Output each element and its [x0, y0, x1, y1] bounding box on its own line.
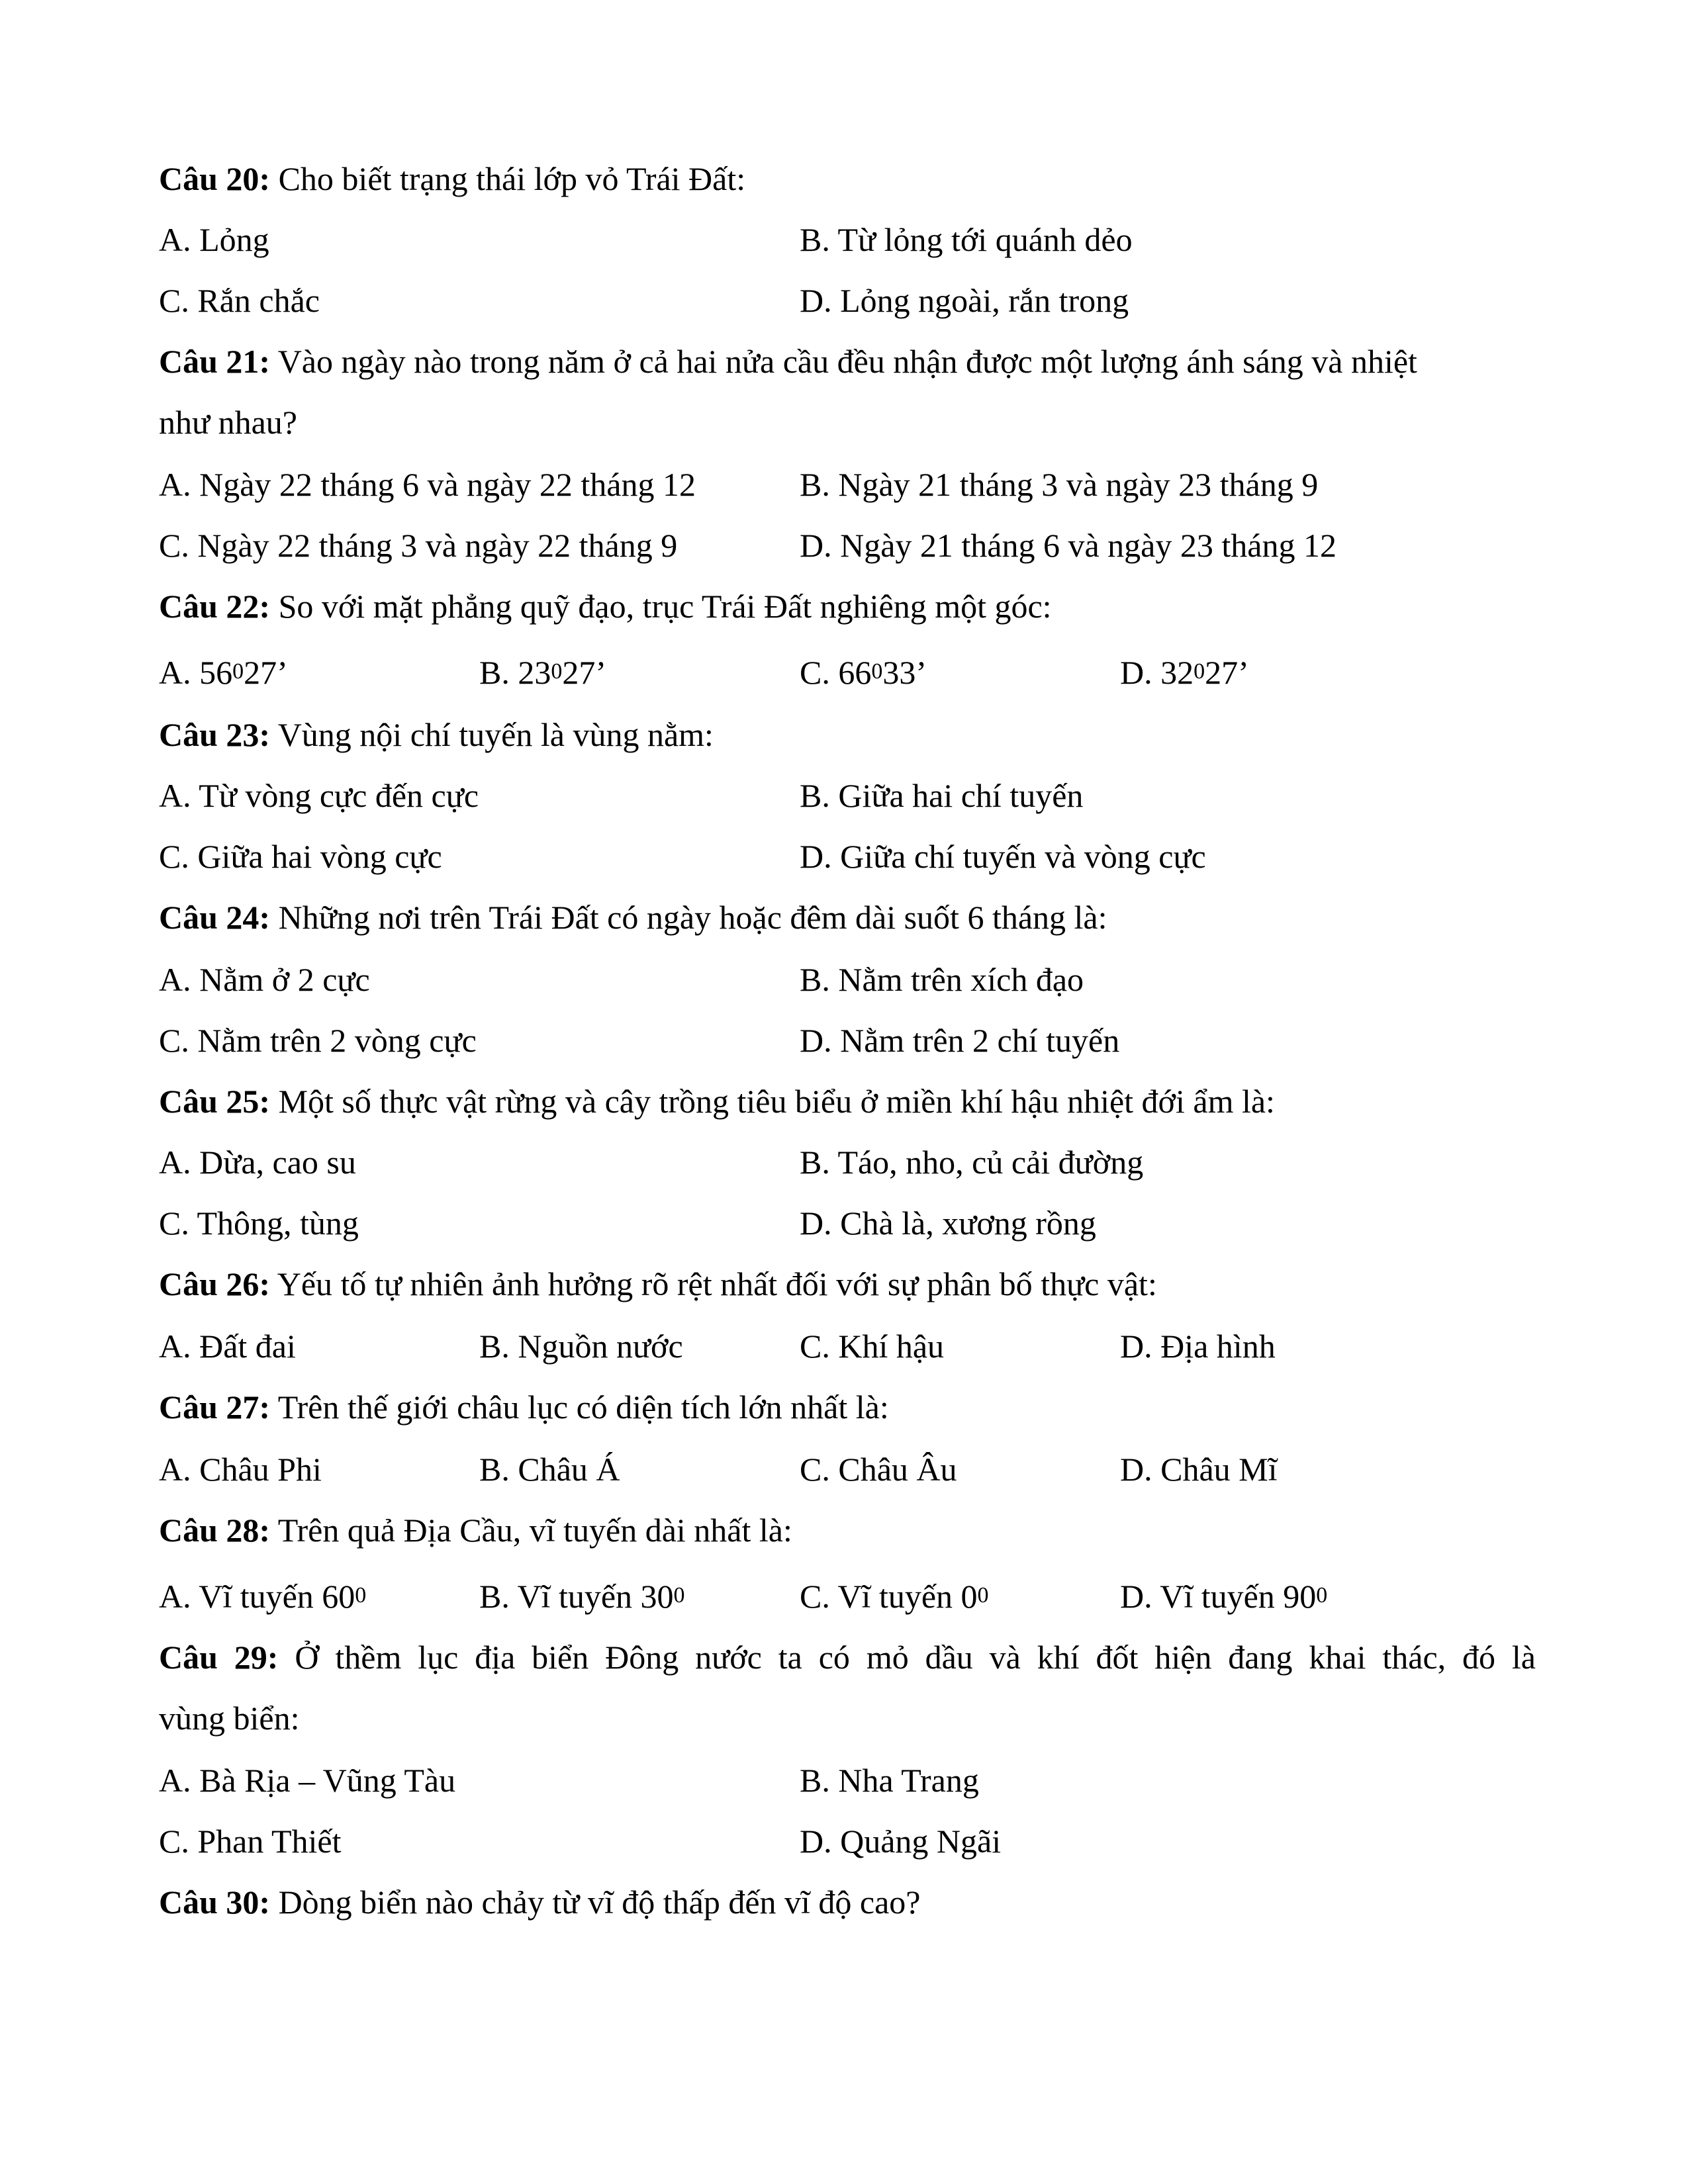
option-d: D. Ngày 21 tháng 6 và ngày 23 tháng 12: [800, 527, 1336, 564]
option-c: C. Châu Âu: [800, 1451, 957, 1488]
question-number: Câu 27:: [159, 1388, 271, 1426]
option-d: D. Quảng Ngãi: [800, 1823, 1002, 1860]
option-a: A. Ngày 22 tháng 6 và ngày 22 tháng 12: [159, 466, 696, 503]
question-number: Câu 28:: [159, 1512, 271, 1549]
question-number: Câu 30:: [159, 1884, 271, 1921]
option-a: A. Lỏng: [159, 221, 269, 258]
option-b: B. Táo, nho, củ cải đường: [800, 1144, 1144, 1181]
option-d: D. Lỏng ngoài, rắn trong: [800, 282, 1129, 319]
question-24: [159, 897, 1536, 937]
option-b: B. Nguồn nước: [479, 1328, 683, 1365]
question-text: Ở thềm lục địa biển Đông nước ta có mỏ dầu và khí đốt hiện đang khai thác, đó là: [295, 1639, 1536, 1676]
option-c: C. $66^033$’: [800, 654, 927, 691]
option-b: B. $23^027$’: [479, 654, 607, 691]
question-29: [159, 1637, 1536, 1677]
question-text: Yếu tố tự nhiên ảnh hưởng rõ rệt nhất đối với sự phân bố thực vật:: [277, 1265, 1157, 1302]
question-22: [159, 586, 1536, 626]
question-30: [159, 1882, 1536, 1922]
option-a: A. Bà Rịa – Vũng Tàu: [159, 1762, 456, 1799]
question-text: Trên quả Địa Cầu, vĩ tuyến dài nhất là:: [277, 1512, 792, 1549]
question-text: Một số thực vật rừng và cây trồng tiêu biểu ở miền khí hậu nhiệt đới ẩm là:: [278, 1083, 1275, 1120]
option-c: C. Thông, tùng: [159, 1205, 359, 1242]
question-29-continuation: [159, 1698, 1536, 1738]
option-c: C. Phan Thiết: [159, 1823, 342, 1860]
question-28: [159, 1510, 1536, 1550]
option-c: C. Vĩ tuyến $0^0$: [800, 1578, 989, 1615]
question-27: [159, 1387, 1536, 1427]
question-20: [159, 159, 1536, 199]
option-b: B. Châu Á: [479, 1451, 620, 1488]
option-a: A. Đất đai: [159, 1328, 296, 1365]
option-b: B. Từ lỏng tới quánh dẻo: [800, 221, 1133, 258]
question-text: Vào ngày nào trong năm ở cả hai nửa cầu đều nhận được một lượng ánh sáng và nhiệt: [277, 343, 1417, 380]
option-b: B. Giữa hai chí tuyến: [800, 777, 1084, 814]
question-text: Dòng biển nào chảy từ vĩ độ thấp đến vĩ độ cao?: [278, 1884, 921, 1921]
option-a: A. Châu Phi: [159, 1451, 322, 1488]
question-number: Câu 25:: [159, 1083, 271, 1120]
option-a: A. Vĩ tuyến $60^0$: [159, 1578, 367, 1615]
option-a: A. Dừa, cao su: [159, 1144, 356, 1181]
question-number: Câu 22:: [159, 588, 271, 625]
question-text: Những nơi trên Trái Đất có ngày hoặc đêm dài suốt 6 tháng là:: [278, 899, 1107, 936]
option-d: D. Chà là, xương rồng: [800, 1205, 1096, 1242]
question-number: Câu 23:: [159, 716, 271, 753]
option-b: B. Vĩ tuyến $30^0$: [479, 1578, 685, 1615]
option-a: A. Nằm ở 2 cực: [159, 961, 370, 998]
question-text-line2: như nhau?: [159, 404, 297, 441]
question-26: [159, 1264, 1536, 1304]
question-21-continuation: [159, 402, 1536, 442]
option-c: C. Khí hậu: [800, 1328, 945, 1365]
question-text-line2: vùng biển:: [159, 1700, 300, 1737]
option-a: A. Từ vòng cực đến cực: [159, 777, 479, 814]
question-text: Vùng nội chí tuyến là vùng nằm:: [277, 716, 714, 753]
option-d: D. Châu Mĩ: [1120, 1451, 1278, 1488]
question-text: Cho biết trạng thái lớp vỏ Trái Đất:: [278, 160, 746, 197]
option-a: A. $56^027$’: [159, 654, 288, 691]
question-23: [159, 715, 1536, 754]
option-b: B. Nằm trên xích đạo: [800, 961, 1084, 998]
option-d: D. Địa hình: [1120, 1328, 1276, 1365]
question-number: Câu 26:: [159, 1265, 271, 1302]
option-b: B. Ngày 21 tháng 3 và ngày 23 tháng 9: [800, 466, 1319, 503]
option-d: D. Giữa chí tuyến và vòng cực: [800, 838, 1206, 875]
question-25: [159, 1081, 1536, 1121]
option-c: C. Giữa hai vòng cực: [159, 838, 442, 875]
option-d: D. Nằm trên 2 chí tuyến: [800, 1022, 1120, 1059]
option-c: C. Rắn chắc: [159, 282, 320, 319]
question-21: [159, 341, 1536, 381]
option-c: C. Ngày 22 tháng 3 và ngày 22 tháng 9: [159, 527, 678, 564]
question-number: Câu 24:: [159, 899, 271, 936]
question-text: So với mặt phẳng quỹ đạo, trục Trái Đất nghiêng một góc:: [278, 588, 1052, 625]
option-b: B. Nha Trang: [800, 1762, 979, 1799]
option-c: C. Nằm trên 2 vòng cực: [159, 1022, 477, 1059]
question-text: Trên thế giới châu lục có diện tích lớn nhất là:: [277, 1388, 889, 1426]
question-number: Câu 29:: [159, 1639, 279, 1676]
question-number: Câu 21:: [159, 343, 271, 380]
option-d: D. $32^027$’: [1120, 654, 1249, 691]
question-number: Câu 20:: [159, 160, 271, 197]
option-d: D. Vĩ tuyến $90^0$: [1120, 1578, 1328, 1615]
